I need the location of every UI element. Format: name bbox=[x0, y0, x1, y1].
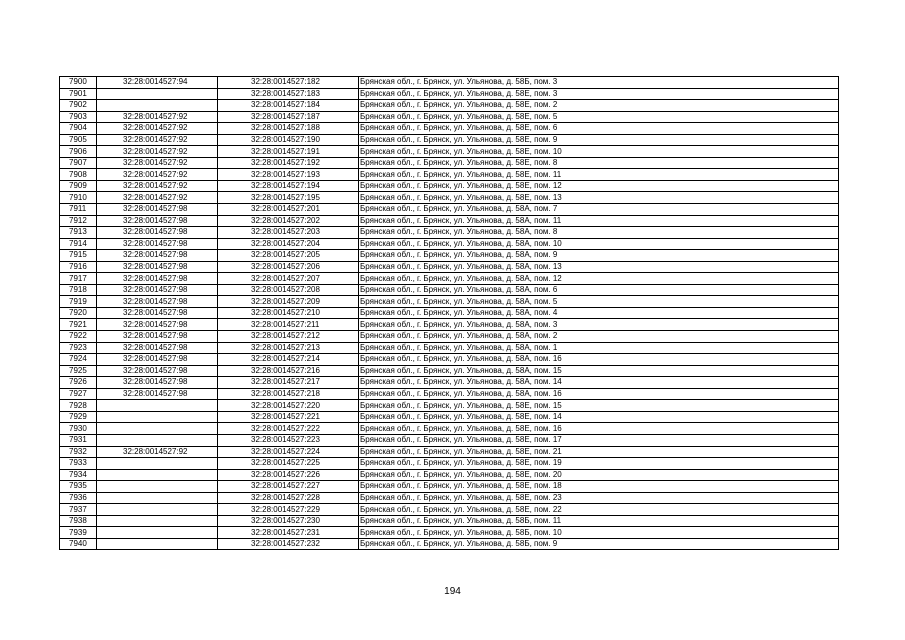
row-number-cell: 7920 bbox=[60, 307, 97, 319]
parent-cadastral-cell: 32:28:0014527:98 bbox=[97, 331, 218, 343]
row-number-cell: 7910 bbox=[60, 192, 97, 204]
address-cell: Брянская обл., г. Брянск, ул. Ульянова, д. 58Е, пом. 16 bbox=[359, 423, 839, 435]
table-row bbox=[60, 192, 839, 204]
parent-cadastral-cell: 32:28:0014527:98 bbox=[97, 342, 218, 354]
row-number-cell: 7925 bbox=[60, 365, 97, 377]
parent-cadastral-cell bbox=[97, 527, 218, 539]
row-number-cell: 7922 bbox=[60, 331, 97, 343]
address-cell: Брянская обл., г. Брянск, ул. Ульянова, д. 58Е, пом. 22 bbox=[359, 504, 839, 516]
table-row bbox=[60, 527, 839, 539]
table-row bbox=[60, 284, 839, 296]
cadastral-number-cell: 32:28:0014527:208 bbox=[218, 284, 359, 296]
parent-cadastral-cell bbox=[97, 492, 218, 504]
address-cell: Брянская обл., г. Брянск, ул. Ульянова, д. 58Е, пом. 11 bbox=[359, 169, 839, 181]
table-row bbox=[60, 446, 839, 458]
cadastral-number-cell: 32:28:0014527:223 bbox=[218, 434, 359, 446]
table-row bbox=[60, 157, 839, 169]
table-row bbox=[60, 365, 839, 377]
table-row bbox=[60, 515, 839, 527]
cadastral-number-cell: 32:28:0014527:217 bbox=[218, 377, 359, 389]
cadastral-number-cell: 32:28:0014527:201 bbox=[218, 204, 359, 216]
table-row bbox=[60, 169, 839, 181]
parent-cadastral-cell bbox=[97, 504, 218, 516]
parent-cadastral-cell bbox=[97, 100, 218, 112]
address-cell: Брянская обл., г. Брянск, ул. Ульянова, д. 58А, пом. 13 bbox=[359, 261, 839, 273]
parent-cadastral-cell bbox=[97, 469, 218, 481]
cadastral-number-cell: 32:28:0014527:210 bbox=[218, 307, 359, 319]
address-cell: Брянская обл., г. Брянск, ул. Ульянова, д. 58Е, пом. 6 bbox=[359, 123, 839, 135]
table-row bbox=[60, 296, 839, 308]
parent-cadastral-cell bbox=[97, 481, 218, 493]
address-cell: Брянская обл., г. Брянск, ул. Ульянова, д. 58Е, пом. 2 bbox=[359, 100, 839, 112]
row-number-cell: 7902 bbox=[60, 100, 97, 112]
address-cell: Брянская обл., г. Брянск, ул. Ульянова, д. 58Е, пом. 3 bbox=[359, 88, 839, 100]
row-number-cell: 7916 bbox=[60, 261, 97, 273]
cadastral-number-cell: 32:28:0014527:207 bbox=[218, 273, 359, 285]
row-number-cell: 7923 bbox=[60, 342, 97, 354]
cadastral-number-cell: 32:28:0014527:191 bbox=[218, 146, 359, 158]
cadastral-number-cell: 32:28:0014527:192 bbox=[218, 157, 359, 169]
parent-cadastral-cell: 32:28:0014527:92 bbox=[97, 192, 218, 204]
row-number-cell: 7914 bbox=[60, 238, 97, 250]
table-row bbox=[60, 504, 839, 516]
table-row bbox=[60, 134, 839, 146]
address-cell: Брянская обл., г. Брянск, ул. Ульянова, д. 58Б, пом. 9 bbox=[359, 538, 839, 550]
parent-cadastral-cell bbox=[97, 88, 218, 100]
address-cell: Брянская обл., г. Брянск, ул. Ульянова, д. 58Е, пом. 17 bbox=[359, 434, 839, 446]
row-number-cell: 7904 bbox=[60, 123, 97, 135]
row-number-cell: 7913 bbox=[60, 227, 97, 239]
cadastral-number-cell: 32:28:0014527:184 bbox=[218, 100, 359, 112]
cadastral-number-cell: 32:28:0014527:206 bbox=[218, 261, 359, 273]
row-number-cell: 7938 bbox=[60, 515, 97, 527]
cadastral-number-cell: 32:28:0014527:187 bbox=[218, 111, 359, 123]
cadastral-number-cell: 32:28:0014527:218 bbox=[218, 388, 359, 400]
table-row bbox=[60, 111, 839, 123]
parent-cadastral-cell: 32:28:0014527:98 bbox=[97, 284, 218, 296]
table-row bbox=[60, 238, 839, 250]
table-row bbox=[60, 180, 839, 192]
row-number-cell: 7937 bbox=[60, 504, 97, 516]
cadastral-number-cell: 32:28:0014527:203 bbox=[218, 227, 359, 239]
cadastral-number-cell: 32:28:0014527:182 bbox=[218, 77, 359, 89]
table-row bbox=[60, 331, 839, 343]
table-row bbox=[60, 538, 839, 550]
address-cell: Брянская обл., г. Брянск, ул. Ульянова, д. 58А, пом. 8 bbox=[359, 227, 839, 239]
parent-cadastral-cell: 32:28:0014527:98 bbox=[97, 250, 218, 262]
cadastral-number-cell: 32:28:0014527:212 bbox=[218, 331, 359, 343]
cadastral-number-cell: 32:28:0014527:229 bbox=[218, 504, 359, 516]
row-number-cell: 7912 bbox=[60, 215, 97, 227]
cadastral-number-cell: 32:28:0014527:205 bbox=[218, 250, 359, 262]
row-number-cell: 7935 bbox=[60, 481, 97, 493]
row-number-cell: 7928 bbox=[60, 400, 97, 412]
row-number-cell: 7918 bbox=[60, 284, 97, 296]
cadastral-number-cell: 32:28:0014527:222 bbox=[218, 423, 359, 435]
address-cell: Брянская обл., г. Брянск, ул. Ульянова, д. 58А, пом. 10 bbox=[359, 238, 839, 250]
table-row bbox=[60, 204, 839, 216]
parent-cadastral-cell: 32:28:0014527:98 bbox=[97, 204, 218, 216]
address-cell: Брянская обл., г. Брянск, ул. Ульянова, д. 58А, пом. 9 bbox=[359, 250, 839, 262]
row-number-cell: 7907 bbox=[60, 157, 97, 169]
address-cell: Брянская обл., г. Брянск, ул. Ульянова, д. 58Е, пом. 10 bbox=[359, 146, 839, 158]
row-number-cell: 7905 bbox=[60, 134, 97, 146]
table-row bbox=[60, 100, 839, 112]
address-cell: Брянская обл., г. Брянск, ул. Ульянова, д. 58Б, пом. 3 bbox=[359, 77, 839, 89]
parent-cadastral-cell: 32:28:0014527:98 bbox=[97, 388, 218, 400]
table-row bbox=[60, 469, 839, 481]
address-cell: Брянская обл., г. Брянск, ул. Ульянова, д. 58А, пом. 3 bbox=[359, 319, 839, 331]
parent-cadastral-cell: 32:28:0014527:98 bbox=[97, 227, 218, 239]
parent-cadastral-cell bbox=[97, 411, 218, 423]
table-row bbox=[60, 250, 839, 262]
cadastral-number-cell: 32:28:0014527:214 bbox=[218, 354, 359, 366]
table-row bbox=[60, 458, 839, 470]
row-number-cell: 7915 bbox=[60, 250, 97, 262]
table-row bbox=[60, 261, 839, 273]
table-row bbox=[60, 215, 839, 227]
row-number-cell: 7900 bbox=[60, 77, 97, 89]
cadastral-number-cell: 32:28:0014527:190 bbox=[218, 134, 359, 146]
table-row bbox=[60, 411, 839, 423]
address-cell: Брянская обл., г. Брянск, ул. Ульянова, д. 58Е, пом. 19 bbox=[359, 458, 839, 470]
address-cell: Брянская обл., г. Брянск, ул. Ульянова, д. 58А, пом. 15 bbox=[359, 365, 839, 377]
table-row bbox=[60, 146, 839, 158]
row-number-cell: 7931 bbox=[60, 434, 97, 446]
address-cell: Брянская обл., г. Брянск, ул. Ульянова, д. 58Е, пом. 13 bbox=[359, 192, 839, 204]
page-number: 194 bbox=[444, 586, 461, 597]
address-cell: Брянская обл., г. Брянск, ул. Ульянова, д. 58А, пом. 16 bbox=[359, 388, 839, 400]
address-cell: Брянская обл., г. Брянск, ул. Ульянова, д. 58Е, пом. 14 bbox=[359, 411, 839, 423]
cadastral-number-cell: 32:28:0014527:228 bbox=[218, 492, 359, 504]
cadastral-number-cell: 32:28:0014527:204 bbox=[218, 238, 359, 250]
address-cell: Брянская обл., г. Брянск, ул. Ульянова, д. 58А, пом. 14 bbox=[359, 377, 839, 389]
cadastral-number-cell: 32:28:0014527:224 bbox=[218, 446, 359, 458]
cadastral-number-cell: 32:28:0014527:227 bbox=[218, 481, 359, 493]
parent-cadastral-cell bbox=[97, 423, 218, 435]
parent-cadastral-cell: 32:28:0014527:98 bbox=[97, 319, 218, 331]
address-cell: Брянская обл., г. Брянск, ул. Ульянова, д. 58А, пом. 12 bbox=[359, 273, 839, 285]
cadastral-number-cell: 32:28:0014527:194 bbox=[218, 180, 359, 192]
parent-cadastral-cell bbox=[97, 458, 218, 470]
row-number-cell: 7933 bbox=[60, 458, 97, 470]
parent-cadastral-cell: 32:28:0014527:98 bbox=[97, 215, 218, 227]
row-number-cell: 7927 bbox=[60, 388, 97, 400]
parent-cadastral-cell: 32:28:0014527:92 bbox=[97, 123, 218, 135]
row-number-cell: 7909 bbox=[60, 180, 97, 192]
cadastral-number-cell: 32:28:0014527:193 bbox=[218, 169, 359, 181]
registry-table-body bbox=[60, 77, 839, 550]
cadastral-number-cell: 32:28:0014527:209 bbox=[218, 296, 359, 308]
cadastral-number-cell: 32:28:0014527:216 bbox=[218, 365, 359, 377]
parent-cadastral-cell bbox=[97, 515, 218, 527]
parent-cadastral-cell: 32:28:0014527:98 bbox=[97, 377, 218, 389]
parent-cadastral-cell: 32:28:0014527:98 bbox=[97, 273, 218, 285]
parent-cadastral-cell: 32:28:0014527:98 bbox=[97, 307, 218, 319]
address-cell: Брянская обл., г. Брянск, ул. Ульянова, д. 58Е, пом. 21 bbox=[359, 446, 839, 458]
row-number-cell: 7930 bbox=[60, 423, 97, 435]
address-cell: Брянская обл., г. Брянск, ул. Ульянова, д. 58Е, пом. 8 bbox=[359, 157, 839, 169]
cadastral-number-cell: 32:28:0014527:202 bbox=[218, 215, 359, 227]
cadastral-number-cell: 32:28:0014527:213 bbox=[218, 342, 359, 354]
address-cell: Брянская обл., г. Брянск, ул. Ульянова, д. 58А, пом. 16 bbox=[359, 354, 839, 366]
address-cell: Брянская обл., г. Брянск, ул. Ульянова, д. 58Б, пом. 10 bbox=[359, 527, 839, 539]
address-cell: Брянская обл., г. Брянск, ул. Ульянова, д. 58А, пом. 2 bbox=[359, 331, 839, 343]
address-cell: Брянская обл., г. Брянск, ул. Ульянова, д. 58Е, пом. 18 bbox=[359, 481, 839, 493]
parent-cadastral-cell: 32:28:0014527:98 bbox=[97, 261, 218, 273]
table-row bbox=[60, 123, 839, 135]
cadastral-number-cell: 32:28:0014527:188 bbox=[218, 123, 359, 135]
parent-cadastral-cell: 32:28:0014527:98 bbox=[97, 365, 218, 377]
cadastral-number-cell: 32:28:0014527:221 bbox=[218, 411, 359, 423]
cadastral-number-cell: 32:28:0014527:183 bbox=[218, 88, 359, 100]
table-row bbox=[60, 307, 839, 319]
address-cell: Брянская обл., г. Брянск, ул. Ульянова, д. 58Е, пом. 15 bbox=[359, 400, 839, 412]
row-number-cell: 7908 bbox=[60, 169, 97, 181]
parent-cadastral-cell: 32:28:0014527:92 bbox=[97, 146, 218, 158]
parent-cadastral-cell bbox=[97, 434, 218, 446]
address-cell: Брянская обл., г. Брянск, ул. Ульянова, д. 58А, пом. 1 bbox=[359, 342, 839, 354]
table-row bbox=[60, 434, 839, 446]
parent-cadastral-cell: 32:28:0014527:92 bbox=[97, 180, 218, 192]
row-number-cell: 7911 bbox=[60, 204, 97, 216]
cadastral-number-cell: 32:28:0014527:226 bbox=[218, 469, 359, 481]
parent-cadastral-cell: 32:28:0014527:92 bbox=[97, 446, 218, 458]
table-row bbox=[60, 400, 839, 412]
row-number-cell: 7906 bbox=[60, 146, 97, 158]
address-cell: Брянская обл., г. Брянск, ул. Ульянова, д. 58А, пом. 11 bbox=[359, 215, 839, 227]
table-row bbox=[60, 377, 839, 389]
table-row bbox=[60, 273, 839, 285]
address-cell: Брянская обл., г. Брянск, ул. Ульянова, д. 58А, пом. 5 bbox=[359, 296, 839, 308]
parent-cadastral-cell bbox=[97, 400, 218, 412]
parent-cadastral-cell: 32:28:0014527:98 bbox=[97, 296, 218, 308]
row-number-cell: 7919 bbox=[60, 296, 97, 308]
table-row bbox=[60, 481, 839, 493]
row-number-cell: 7901 bbox=[60, 88, 97, 100]
cadastral-number-cell: 32:28:0014527:230 bbox=[218, 515, 359, 527]
table-row bbox=[60, 88, 839, 100]
parent-cadastral-cell: 32:28:0014527:92 bbox=[97, 134, 218, 146]
table-row bbox=[60, 492, 839, 504]
cadastral-number-cell: 32:28:0014527:225 bbox=[218, 458, 359, 470]
row-number-cell: 7926 bbox=[60, 377, 97, 389]
cadastral-number-cell: 32:28:0014527:220 bbox=[218, 400, 359, 412]
row-number-cell: 7917 bbox=[60, 273, 97, 285]
address-cell: Брянская обл., г. Брянск, ул. Ульянова, д. 58А, пом. 6 bbox=[359, 284, 839, 296]
row-number-cell: 7936 bbox=[60, 492, 97, 504]
parent-cadastral-cell: 32:28:0014527:94 bbox=[97, 77, 218, 89]
address-cell: Брянская обл., г. Брянск, ул. Ульянова, д. 58Е, пом. 9 bbox=[359, 134, 839, 146]
parent-cadastral-cell: 32:28:0014527:92 bbox=[97, 169, 218, 181]
parent-cadastral-cell: 32:28:0014527:98 bbox=[97, 238, 218, 250]
row-number-cell: 7903 bbox=[60, 111, 97, 123]
row-number-cell: 7939 bbox=[60, 527, 97, 539]
address-cell: Брянская обл., г. Брянск, ул. Ульянова, д. 58А, пом. 7 bbox=[359, 204, 839, 216]
table-row bbox=[60, 423, 839, 435]
address-cell: Брянская обл., г. Брянск, ул. Ульянова, д. 58Е, пом. 20 bbox=[359, 469, 839, 481]
table-row bbox=[60, 77, 839, 89]
table-row bbox=[60, 227, 839, 239]
table-row bbox=[60, 354, 839, 366]
cadastral-number-cell: 32:28:0014527:231 bbox=[218, 527, 359, 539]
table-row bbox=[60, 388, 839, 400]
address-cell: Брянская обл., г. Брянск, ул. Ульянова, д. 58Е, пом. 23 bbox=[359, 492, 839, 504]
parent-cadastral-cell: 32:28:0014527:98 bbox=[97, 354, 218, 366]
address-cell: Брянская обл., г. Брянск, ул. Ульянова, д. 58Е, пом. 12 bbox=[359, 180, 839, 192]
cadastral-number-cell: 32:28:0014527:232 bbox=[218, 538, 359, 550]
address-cell: Брянская обл., г. Брянск, ул. Ульянова, д. 58Е, пом. 5 bbox=[359, 111, 839, 123]
row-number-cell: 7934 bbox=[60, 469, 97, 481]
table-row bbox=[60, 319, 839, 331]
address-cell: Брянская обл., г. Брянск, ул. Ульянова, д. 58Б, пом. 11 bbox=[359, 515, 839, 527]
row-number-cell: 7929 bbox=[60, 411, 97, 423]
registry-table bbox=[59, 76, 839, 550]
cadastral-number-cell: 32:28:0014527:211 bbox=[218, 319, 359, 331]
row-number-cell: 7932 bbox=[60, 446, 97, 458]
parent-cadastral-cell bbox=[97, 538, 218, 550]
row-number-cell: 7924 bbox=[60, 354, 97, 366]
parent-cadastral-cell: 32:28:0014527:92 bbox=[97, 111, 218, 123]
row-number-cell: 7921 bbox=[60, 319, 97, 331]
table-row bbox=[60, 342, 839, 354]
cadastral-number-cell: 32:28:0014527:195 bbox=[218, 192, 359, 204]
row-number-cell: 7940 bbox=[60, 538, 97, 550]
address-cell: Брянская обл., г. Брянск, ул. Ульянова, д. 58А, пом. 4 bbox=[359, 307, 839, 319]
parent-cadastral-cell: 32:28:0014527:92 bbox=[97, 157, 218, 169]
